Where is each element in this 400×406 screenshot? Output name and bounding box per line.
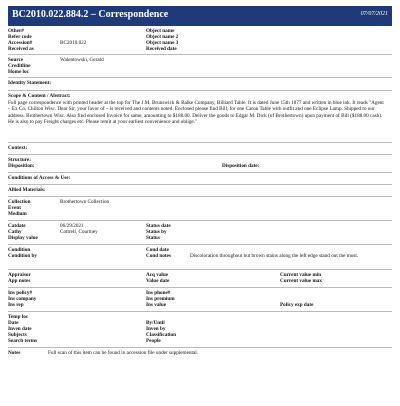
current-value-min-label: Current value min	[280, 271, 322, 278]
notes-block	[8, 350, 392, 357]
condition-block	[8, 247, 392, 267]
status-date-label: Status date	[146, 222, 171, 229]
divider	[8, 142, 392, 143]
temp-loc-label: Temp loc	[8, 313, 29, 320]
structure-label: Structure:	[8, 156, 31, 163]
conditions-label: Conditions of Access & Use:	[8, 174, 71, 181]
inven-date-label: Inven date	[8, 325, 32, 332]
print-date: 07/07/2021	[360, 11, 388, 17]
context-label: Context:	[8, 144, 28, 151]
divider	[8, 90, 392, 91]
allied-label: Allied Materials:	[8, 186, 46, 193]
notes-label: Notes	[8, 349, 21, 356]
other-label: Other#	[8, 28, 24, 34]
ins-premium-label: Ins premium	[146, 295, 175, 302]
received-date-label: Received date	[146, 46, 177, 52]
cathy-value: Cottrell, Courtney	[60, 228, 98, 235]
refer-code-label: Refer code	[8, 34, 32, 40]
appraisal-block	[8, 272, 392, 285]
identity-label: Identity Statement:	[8, 80, 52, 86]
display-value-label: Display value	[8, 234, 38, 241]
ins-phone-label: Ins phone#	[146, 289, 171, 296]
app-notes-label: App notes	[8, 277, 31, 284]
divider	[8, 77, 392, 78]
ident-block	[8, 28, 392, 52]
by-until-label: By/Until	[146, 319, 165, 326]
location-block	[8, 314, 392, 345]
condition-by-label: Condition by	[8, 252, 37, 259]
divider	[8, 196, 392, 197]
cond-notes-label: Cond notes	[146, 252, 171, 259]
search-terms-label: Search terms	[8, 337, 38, 344]
ins-policy-label: Ins policy#	[8, 289, 33, 296]
home-loc-label: Home loc	[8, 69, 29, 75]
appraisor-label: Appraisor	[8, 271, 31, 278]
record-header	[8, 6, 392, 26]
catalog-block	[8, 223, 392, 242]
structure-block	[8, 157, 392, 170]
divider	[8, 154, 392, 155]
policy-exp-date-label: Policy exp date	[280, 301, 314, 308]
subjects-label: Subjects	[8, 331, 27, 338]
divider	[8, 311, 392, 312]
acq-value-label: Acq value	[146, 271, 169, 278]
divider	[8, 244, 392, 245]
status-by-label: Status by	[146, 228, 167, 235]
value-date-label: Value date	[146, 277, 170, 284]
allied-block	[8, 187, 392, 194]
catdate-label: Catdate	[8, 222, 26, 229]
divider	[8, 220, 392, 221]
divider	[8, 347, 392, 348]
identity-block	[8, 80, 392, 88]
ins-value-label: Ins value	[146, 301, 167, 308]
conditions-block	[8, 175, 392, 182]
current-value-max-label: Current value max	[280, 277, 322, 284]
catdate-value: 06/29/2021	[60, 222, 84, 229]
received-as-label: Received as	[8, 46, 34, 52]
object-name-label: Object name	[146, 28, 175, 34]
cond-notes-value: Discoloration throughout but brown stains along the left edge stand out the most.	[190, 252, 359, 259]
scope-heading	[8, 93, 392, 100]
scope-text: Full page correspondence with printed header at the top for The J.M. Brunswick & Balke Company, Billiard Table. It is dated June 15th 1877 and written in blue ink. It reads "Agent – Ex Co, Chilton Wisc. Dear Sir, your favor of – is received and contents noted. Enclosed please find Bill, for one Caron Table with outfit and one Eclipse Lamp. Shipped to our address. Brothertown Wisc. Also find enclosed Invoice for same, amounting to $188.00. Deliver the goods to Edgar M. Dick (of Brothertown) upon payment of Bill ($188.00 cash). He is also to pay Freight charges etc. Please remit at your earliest convenience and oblige."	[8, 100, 384, 126]
context-block	[8, 145, 392, 152]
divider	[8, 269, 392, 270]
collection-block	[8, 199, 392, 218]
accession-value: BC2010.022	[60, 40, 87, 46]
scope-label: Scope & Content / Abstract:	[8, 93, 71, 99]
disposition-date-label: Disposition date:	[222, 162, 260, 169]
object-name3-label: Object name 3	[146, 40, 179, 46]
source-label: Source	[8, 57, 24, 63]
collection-value: Brothertown Collection	[60, 198, 110, 205]
event-label: Event	[8, 204, 21, 211]
divider	[8, 172, 392, 173]
divider	[8, 287, 392, 288]
divider	[8, 184, 392, 185]
record-title: BC2010.022.884.2 – Correspondence	[12, 9, 169, 20]
condition-label: Condition	[8, 246, 31, 253]
disposition-label: Disposition:	[8, 162, 35, 169]
people-label: People	[146, 337, 161, 344]
ins-rep-label: Ins rep	[8, 301, 24, 308]
record-page	[0, 6, 400, 406]
accession-label: Accession#	[8, 40, 33, 46]
source-block	[8, 57, 392, 75]
source-value: Walentowski, Gerald	[60, 57, 104, 63]
date-label: Date	[8, 319, 19, 326]
collection-label: Collection	[8, 198, 31, 205]
medium-label: Medium	[8, 210, 27, 217]
object-name2-label: Object name 2	[146, 34, 179, 40]
cond-date-label: Cond date	[146, 246, 169, 253]
divider	[8, 54, 392, 55]
classification-label: Classification	[146, 331, 176, 338]
ins-company-label: Ins company	[8, 295, 37, 302]
cathy-label: Cathy	[8, 228, 22, 235]
status-label: Status	[146, 234, 160, 241]
inven-by-label: Inven by	[146, 325, 166, 332]
creditline-label: Creditline	[8, 63, 31, 69]
insurance-block	[8, 290, 392, 309]
notes-value: Full scan of this item can be found in accession file under supplemental.	[48, 349, 198, 356]
